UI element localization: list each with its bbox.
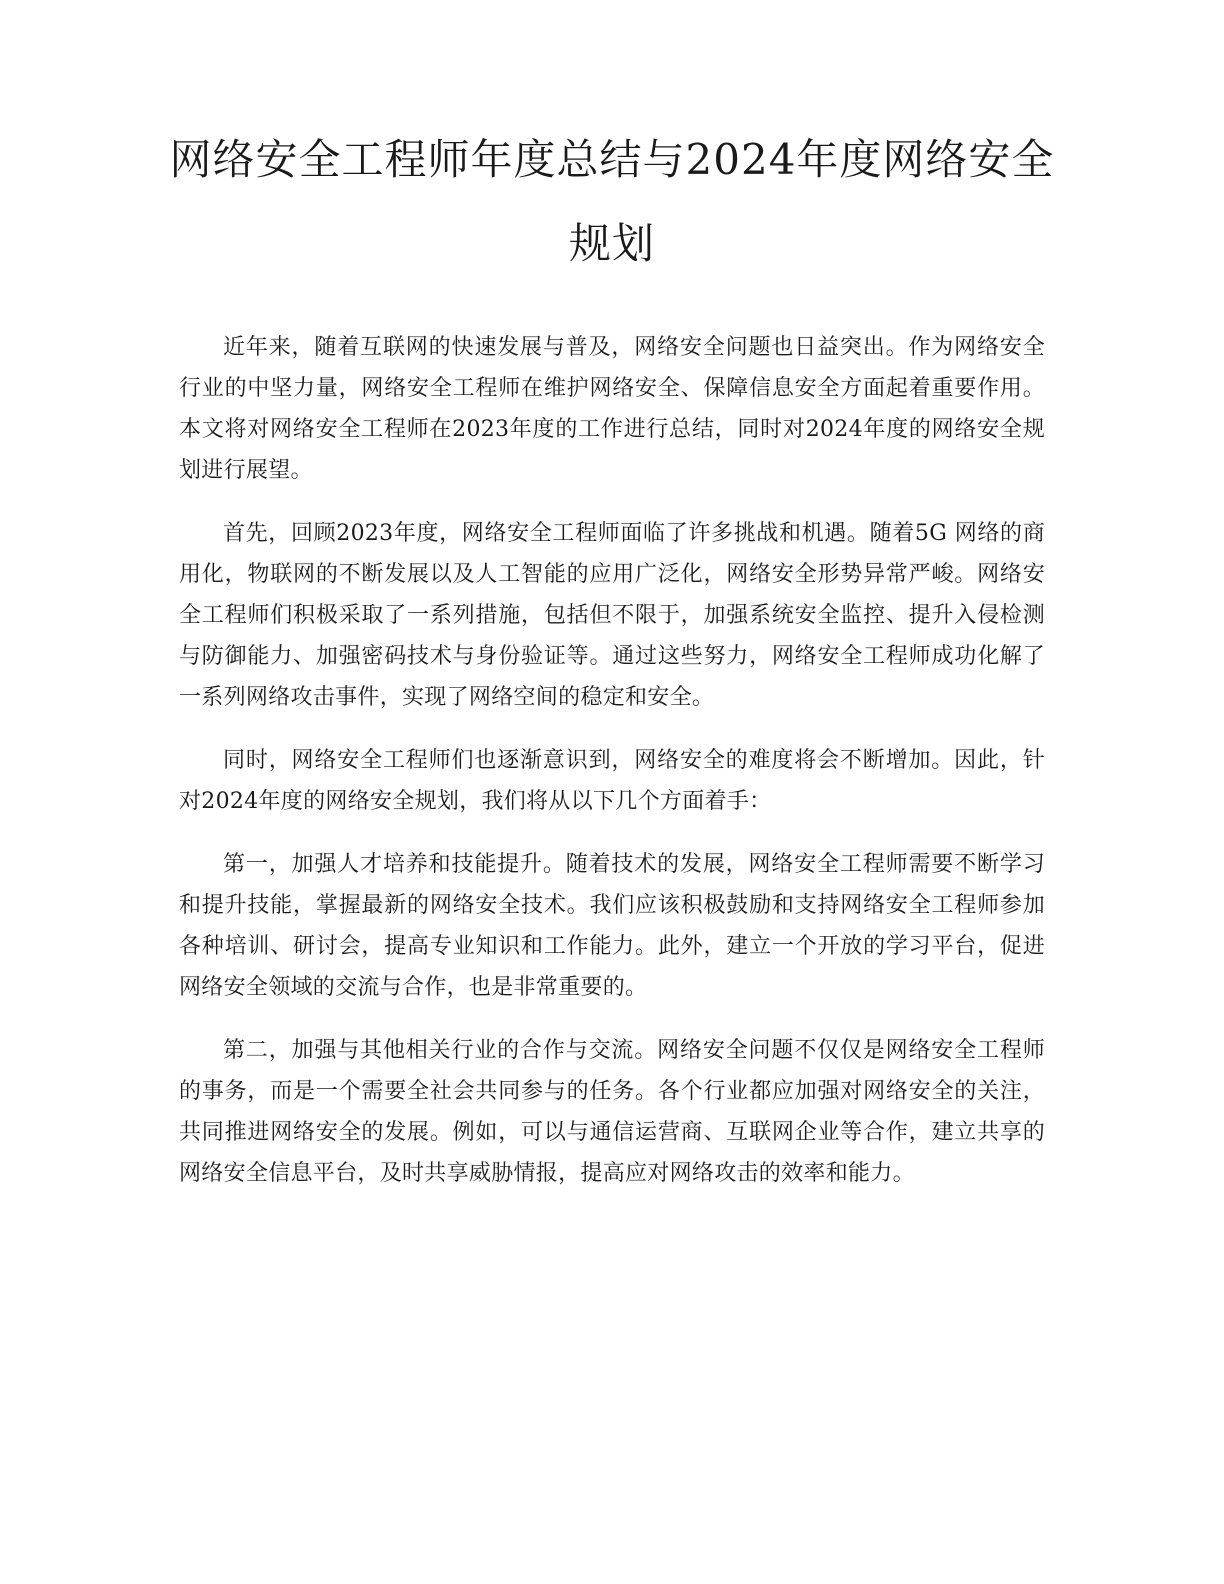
paragraph-intro: 近年来，随着互联网的快速发展与普及，网络安全问题也日益突出。作为网络安全行业的中坚力量，网络安全工程师在维护网络安全、保障信息安全方面起着重要作用。本文将对网络安全工程师在2023年度的工作进行总结，同时对2024年度的网络安全规划进行展望。 — [179, 335, 1045, 483]
paragraph-point-one: 第一，加强人才培养和技能提升。随着技术的发展，网络安全工程师需要不断学习和提升技能，掌握最新的网络安全技术。我们应该积极鼓励和支持网络安全工程师参加各种培训、研讨会，提高专业知识和工作能力。此外，建立一个开放的学习平台，促进网络安全领域的交流与合作，也是非常重要的。 — [179, 852, 1045, 1000]
paragraph-plan-intro: 同时，网络安全工程师们也逐渐意识到，网络安全的难度将会不断增加。因此，针对2024年度的网络安全规划，我们将从以下几个方面着手： — [179, 748, 1045, 814]
paragraph-point-two: 第二，加强与其他相关行业的合作与交流。网络安全问题不仅仅是网络安全工程师的事务，而是一个需要全社会共同参与的任务。各个行业都应加强对网络安全的关注，共同推进网络安全的发展。例如，可以与通信运营商、互联网企业等合作，建立共享的网络安全信息平台，及时共享威胁情报，提高应对网络攻击的效率和能力。 — [179, 1038, 1045, 1186]
paragraph-review-2023: 首先，回顾2023年度，网络安全工程师面临了许多挑战和机遇。随着5G 网络的商用化，物联网的不断发展以及人工智能的应用广泛化，网络安全形势异常严峻。网络安全工程师们积极采取了一系列措施，包括但不限于，加强系统安全监控、提升入侵检测与防御能力、加强密码技术与身份验证等。通过这些努力，网络安全工程师成功化解了一系列网络攻击事件，实现了网络空间的稳定和安全。 — [179, 521, 1045, 710]
document-body — [179, 327, 1045, 1216]
document-title: 网络安全工程师年度总结与2024年度网络安全规划 — [169, 135, 1055, 268]
